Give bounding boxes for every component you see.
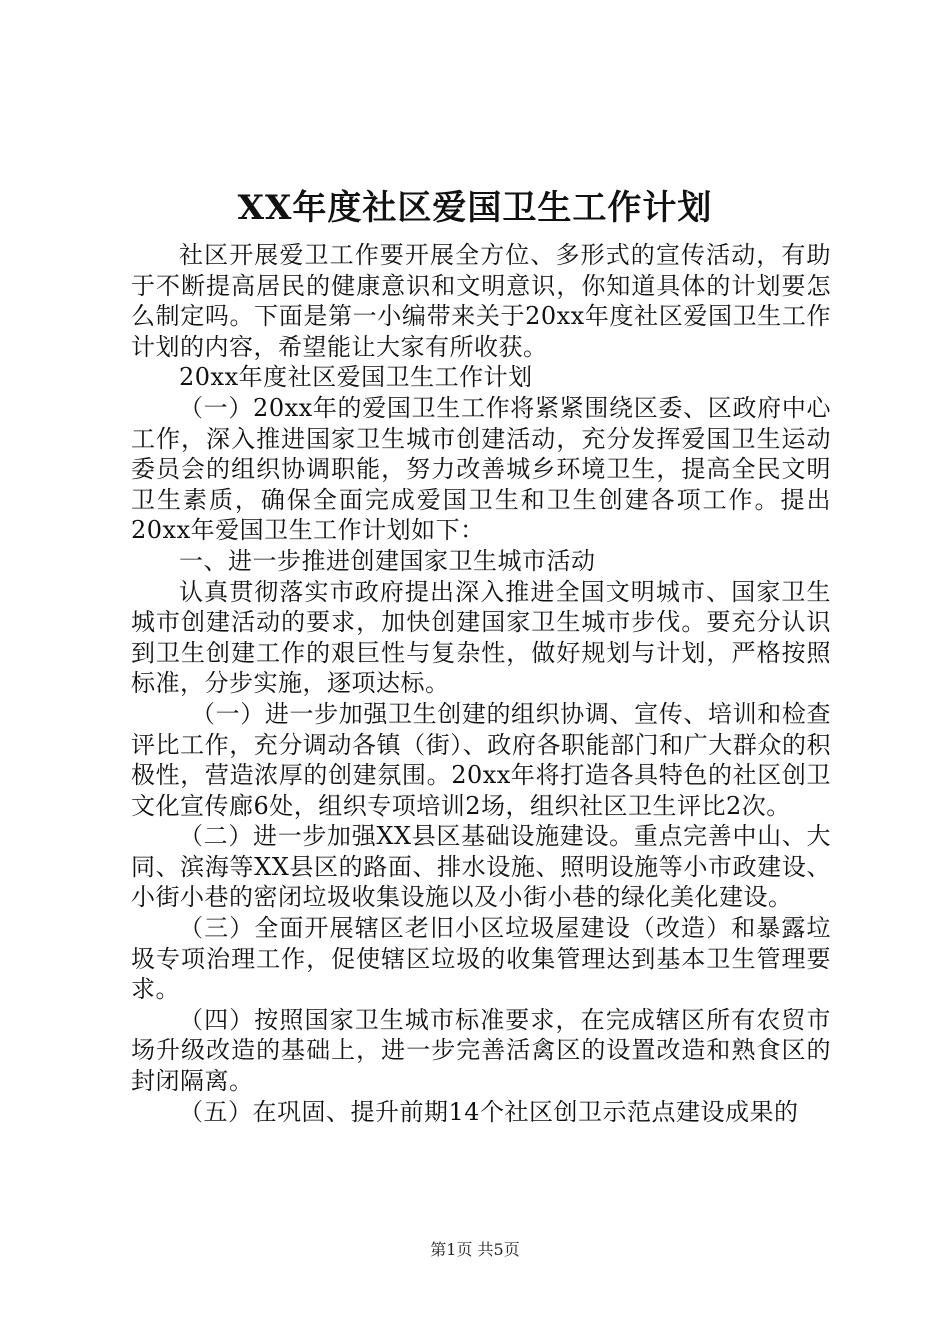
paragraph-overview: （一）20xx年的爱国卫生工作将紧紧围绕区委、区政府中心工作，深入推进国家卫生城市创建活动，充分发挥爱国卫生运动委员会的组织协调职能，努力改善城乡环境卫生，提高全民文明卫生素质，确保全面完成爱国卫生和卫生创建各项工作。提出20xx年爱国卫生工作计划如下： <box>131 393 831 545</box>
section-heading-one: 一、进一步推进创建国家卫生城市活动 <box>179 546 596 575</box>
document-body <box>131 240 831 1127</box>
paragraph-item-4: （四）按照国家卫生城市标准要求，在完成辖区所有农贸市场升级改造的基础上，进一步完善活禽区的设置改造和熟食区的封闭隔离。 <box>131 1005 831 1096</box>
document-title: XX年度社区爱国卫生工作计划 <box>237 188 713 228</box>
paragraph-item-2: （二）进一步加强XX县区基础设施建设。重点完善中山、大同、滨海等XX县区的路面、排水设施、照明设施等小市政建设、小街小巷的密闭垃圾收集设施以及小街小巷的绿化美化建设。 <box>131 822 831 912</box>
page-number-footer: 第1页 共5页 <box>430 1240 520 1259</box>
paragraph-item-3: （三）全面开展辖区老旧小区垃圾屋建设（改造）和暴露垃圾专项治理工作，促使辖区垃圾的收集管理达到基本卫生管理要求。 <box>131 914 831 1004</box>
paragraph-item-5: （五）在巩固、提升前期14个社区创卫示范点建设成果的 <box>179 1097 799 1126</box>
paragraph-plan-heading: 20xx年度社区爱国卫生工作计划 <box>179 363 533 392</box>
paragraph-intro: 社区开展爱卫工作要开展全方位、多形式的宣传活动，有助于不断提高居民的健康意识和文明意识，你知道具体的计划要怎么制定吗。下面是第一小编带来关于20xx年度社区爱国卫生工作计划的内容，希望能让大家有所收获。 <box>131 241 831 361</box>
paragraph-section-one: 认真贯彻落实市政府提出深入推进全国文明城市、国家卫生城市创建活动的要求，加快创建国家卫生城市步伐。要充分认识到卫生创建工作的艰巨性与复杂性，做好规划与计划，严格按照标准，分步实施，逐项达标。 <box>131 577 831 698</box>
paragraph-item-1: （一）进一步加强卫生创建的组织协调、宣传、培训和检查评比工作，充分调动各镇（街）、政府各职能部门和广大群众的积极性，营造浓厚的创建氛围。20xx年将打造各具特色的社区创卫文化宣传廊6处，组织专项培训2场，组织社区卫生评比2次。 <box>131 699 831 820</box>
